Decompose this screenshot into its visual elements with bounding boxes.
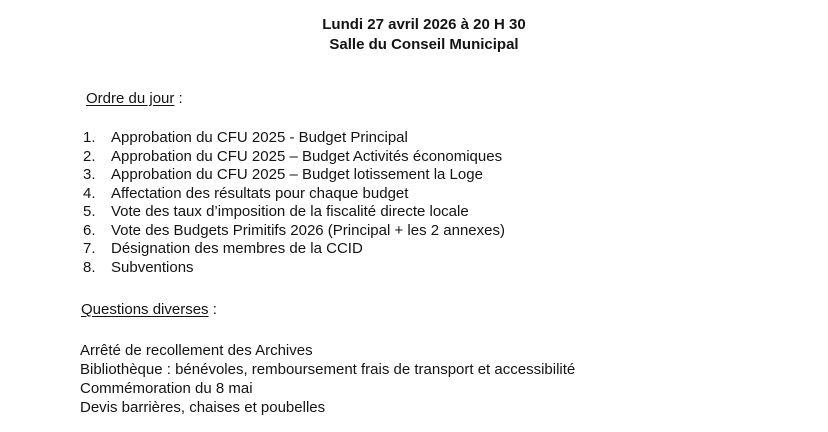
agenda-item-text: Approbation du CFU 2025 - Budget Principal <box>111 129 408 146</box>
agenda-item-text: Approbation du CFU 2025 – Budget lotissement la Loge <box>111 166 483 183</box>
agenda-item-number: 2. <box>83 147 96 165</box>
meeting-room-heading: Salle du Conseil Municipal <box>329 36 519 53</box>
question-item: Bibliothèque : bénévoles, remboursement frais de transport et accessibilité <box>80 361 576 378</box>
agenda-item-number: 6. <box>83 221 96 239</box>
agenda-list <box>83 129 505 277</box>
agenda-item <box>83 185 505 204</box>
question-item: Devis barrières, chaises et poubelles <box>80 399 326 416</box>
agenda-item-number: 7. <box>83 240 96 257</box>
agenda-item-text: Vote des taux d’imposition de la fiscalité directe locale <box>111 203 469 220</box>
agenda-item <box>83 222 505 241</box>
agenda-item <box>83 148 505 167</box>
agenda-title-text: Ordre du jour <box>86 90 175 107</box>
questions-section-title <box>81 301 217 319</box>
agenda-item <box>83 259 505 278</box>
agenda-item-number: 4. <box>83 184 96 202</box>
agenda-item-text: Vote des Budgets Primitifs 2026 (Principal + les 2 annexes) <box>111 221 505 239</box>
questions-title-colon: : <box>208 301 217 318</box>
agenda-title-colon: : <box>174 90 183 107</box>
agenda-item <box>83 166 505 185</box>
agenda-item-text: Désignation des membres de la CCID <box>111 240 363 257</box>
questions-list <box>80 341 575 417</box>
question-item: Arrêté de recollement des Archives <box>80 342 313 359</box>
agenda-item-number: 8. <box>83 258 96 276</box>
meeting-date-heading: Lundi 27 avril 2026 à 20 H 30 <box>322 16 526 33</box>
agenda-item-text: Subventions <box>111 258 194 276</box>
agenda-item-number: 1. <box>83 129 96 146</box>
agenda-item <box>83 203 505 222</box>
agenda-item-number: 3. <box>83 166 96 183</box>
agenda-item-text: Affectation des résultats pour chaque budget <box>111 184 409 202</box>
agenda-item <box>83 129 505 148</box>
agenda-section-title <box>86 90 183 108</box>
question-item: Commémoration du 8 mai <box>80 380 253 397</box>
questions-title-text: Questions diverses <box>81 301 209 318</box>
agenda-item <box>83 240 505 259</box>
agenda-item-text: Approbation du CFU 2025 – Budget Activités économiques <box>111 147 503 165</box>
agenda-item-number: 5. <box>83 203 96 220</box>
